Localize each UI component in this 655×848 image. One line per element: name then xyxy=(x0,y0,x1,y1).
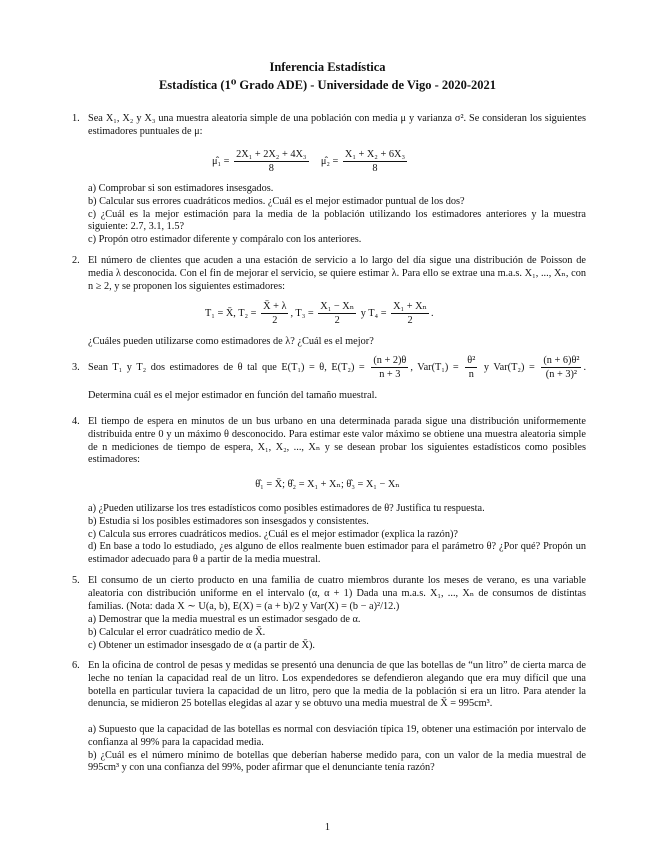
var-t1-denominator: n xyxy=(468,369,474,381)
problem-3-number: 3. xyxy=(72,362,80,373)
problem-6-statement: En la oficina de control de pesas y medidas se presentó una denuncia de que las botellas de “un litro” de cierta marca de leche no tenían la capacidad real de un litro. Los expendedores se defendieron alegando que era muy difícil que una botella en particular tuviera la capacidad de un litro, pero que la media de la población si era un litro. Para atender la denuncia, se midieron 25 botellas elegidas al azar y se obtuvo una media muestral de X̄ = 995cm³. xyxy=(88,660,586,710)
t4-label: y T₄ = xyxy=(360,307,387,319)
problem-6-items xyxy=(88,724,586,775)
t2-denominator: 2 xyxy=(272,315,278,326)
t3-label: , T₃ = xyxy=(290,307,314,319)
problem-1-item: b) Calcular sus errores cuadráticos medios. ¿Cuál es el mejor estimador puntual de los dos? xyxy=(88,195,465,207)
t4-numerator: X₁ + Xₙ xyxy=(393,301,427,312)
problem-5-item: b) Calcular el error cuadrático medio de X̄. xyxy=(88,626,266,638)
problem-5-items xyxy=(88,614,586,652)
problem-5-item: c) Obtener un estimador insesgado de α (a partir de X̄). xyxy=(88,639,315,651)
problem-4-number: 4. xyxy=(72,416,80,427)
var-t1-numerator: θ² xyxy=(467,355,476,367)
problem-5-statement: El consumo de un cierto producto en una familia de cuatro miembros durante los meses de verano, es una variable aleatoria con distribución uniforme en el intervalo (α, α + 1) Dada una m.a.s. X₁, ..., Xₙ de consumos de distintas familias. (Nota: dada X ∼ U(a, b), E(X) = (a + b)/2 y Var(X) = (b − a)²/12.) xyxy=(88,575,586,612)
e-t2-numerator: (n + 2)θ xyxy=(373,355,407,367)
var-t2-denominator: (n + 3)² xyxy=(545,369,577,381)
t3-numerator: X₁ − Xₙ xyxy=(320,301,355,312)
problem-5-item: a) Demostrar que la media muestral es un estimador sesgado de α. xyxy=(88,614,361,625)
problem-3-text-3: y Var(T₂) = xyxy=(483,362,535,373)
problem-3-text-1: Sean T₁ y T₂ dos estimadores de θ tal que E(T₁) = θ, E(T₂) = xyxy=(88,362,365,373)
problem-2-statement: El número de clientes que acuden a una estación de servicio a lo largo del día sigue una distribución de Poisson de media λ desconocida. Con el fin de mejorar el servicio, se quiere estimar λ. Para ello se extrae una m.a.s. X₁, ..., Xₙ, con n ≥ 2, y se proponen los siguientes estimadores: xyxy=(88,255,586,292)
problem-2-number: 2. xyxy=(72,255,80,266)
problem-1-items xyxy=(88,183,586,247)
problem-1-item: a) Comprobar si son estimadores insesgados. xyxy=(88,183,274,194)
problem-1-item: c) ¿Cuál es la mejor estimación para la media de la población utilizando los estimadores anteriores y la muestra siguiente: 2.7, 3.1, 1.5? xyxy=(88,208,586,233)
mu1-numerator: 2X₁ + 2X₂ + 4X₃ xyxy=(236,149,307,160)
problem-1-statement: Sea X₁, X₂ y X₃ una muestra aleatoria simple de una población con media μ y varianza σ². Se consideran los siguientes estimadores puntuales de μ: xyxy=(88,113,586,137)
t4-denominator: 2 xyxy=(407,315,413,326)
t1-t2-label: T₁ = X̄, T₂ = xyxy=(205,307,257,319)
problem-4-item: c) Calcula sus errores cuadráticos medios. ¿Cuál es el mejor estimador (explica la razón)? xyxy=(88,528,458,540)
mu2-numerator: X₁ + X₂ + 6X₃ xyxy=(344,149,406,160)
problem-3-statement xyxy=(88,354,586,410)
problem-4-item: a) ¿Pueden utilizarse los tres estadísticos como posibles estimadores de θ? Justifica tu respuesta. xyxy=(88,503,485,514)
problem-4-items xyxy=(88,503,586,567)
problem-1-equation xyxy=(212,148,409,175)
document-subtitle: Estadística (1⁰ Grado ADE) - Universidade de Vigo - 2020-2021 xyxy=(158,78,497,92)
problem-6-item: b) ¿Cuál es el número mínimo de botellas que deberían haberse medido para, con un valor de la media muestral de 995cm³ y con una confianza del 99%, poder afirmar que el denunciante tenía razón? xyxy=(88,749,586,774)
problem-2-question: ¿Cuáles pueden utilizarse como estimadores de λ? ¿Cuál es el mejor? xyxy=(88,336,374,347)
mu1-denominator: 8 xyxy=(268,163,274,174)
problem-1-item: c) Propón otro estimador diferente y compáralo con los anteriores. xyxy=(88,234,362,246)
var-t2-numerator: (n + 6)θ² xyxy=(543,355,580,367)
problem-4-item: d) En base a todo lo estudiado, ¿es alguno de ellos realmente buen estimador para el parámetro θ? ¿Por qué? Propón un estimador adecuado para θ a partir de la media muestral. xyxy=(88,541,586,566)
equation-period: . xyxy=(431,307,434,319)
problem-1-number: 1. xyxy=(72,113,80,124)
problem-5-number: 5. xyxy=(72,575,80,586)
problem-4-item: b) Estudia si los posibles estimadores son insesgados y consistentes. xyxy=(88,515,369,527)
t3-denominator: 2 xyxy=(334,315,340,326)
document-title: Inferencia Estadística xyxy=(269,60,386,74)
problem-4-statement: El tiempo de espera en minutos de un bus urbano en una determinada parada sigue una distribución uniformemente distribuida entre 0 y un máximo θ desconocido. Para estimar este valor máximo se obtiene una muestra aleatoria simple de n mediciones de tiempo de espera, X₁, X₂, ..., Xₙ y se desean probar los siguientes estadísticos como posibles estimadores: xyxy=(88,416,586,466)
e-t2-denominator: n + 3 xyxy=(379,369,401,381)
mu2-denominator: 8 xyxy=(372,163,378,174)
problem-4-equation: θ̂₁ = X̄; θ̂₂ = X₁ + Xₙ; θ̂₃ = X₁ − Xₙ xyxy=(255,479,400,490)
t2-numerator: X̄ + λ xyxy=(263,301,287,312)
problem-2-equation xyxy=(205,300,434,327)
page-number: 1 xyxy=(324,822,331,833)
mu1-label: μ̂₁ = xyxy=(212,155,230,167)
problem-6-number: 6. xyxy=(72,660,80,671)
problem-3-text-2: , Var(T₁) = xyxy=(410,362,459,373)
problem-6-item: a) Supuesto que la capacidad de las botellas es normal con desviación típica 19, obtener una estimación por intervalo de confianza al 99% para la capacidad media. xyxy=(88,724,586,748)
problem-3-text-4: . Determina cuál es el mejor estimador en función del tamaño muestral. xyxy=(88,362,587,401)
mu2-label: μ̂₂ = xyxy=(320,155,339,167)
